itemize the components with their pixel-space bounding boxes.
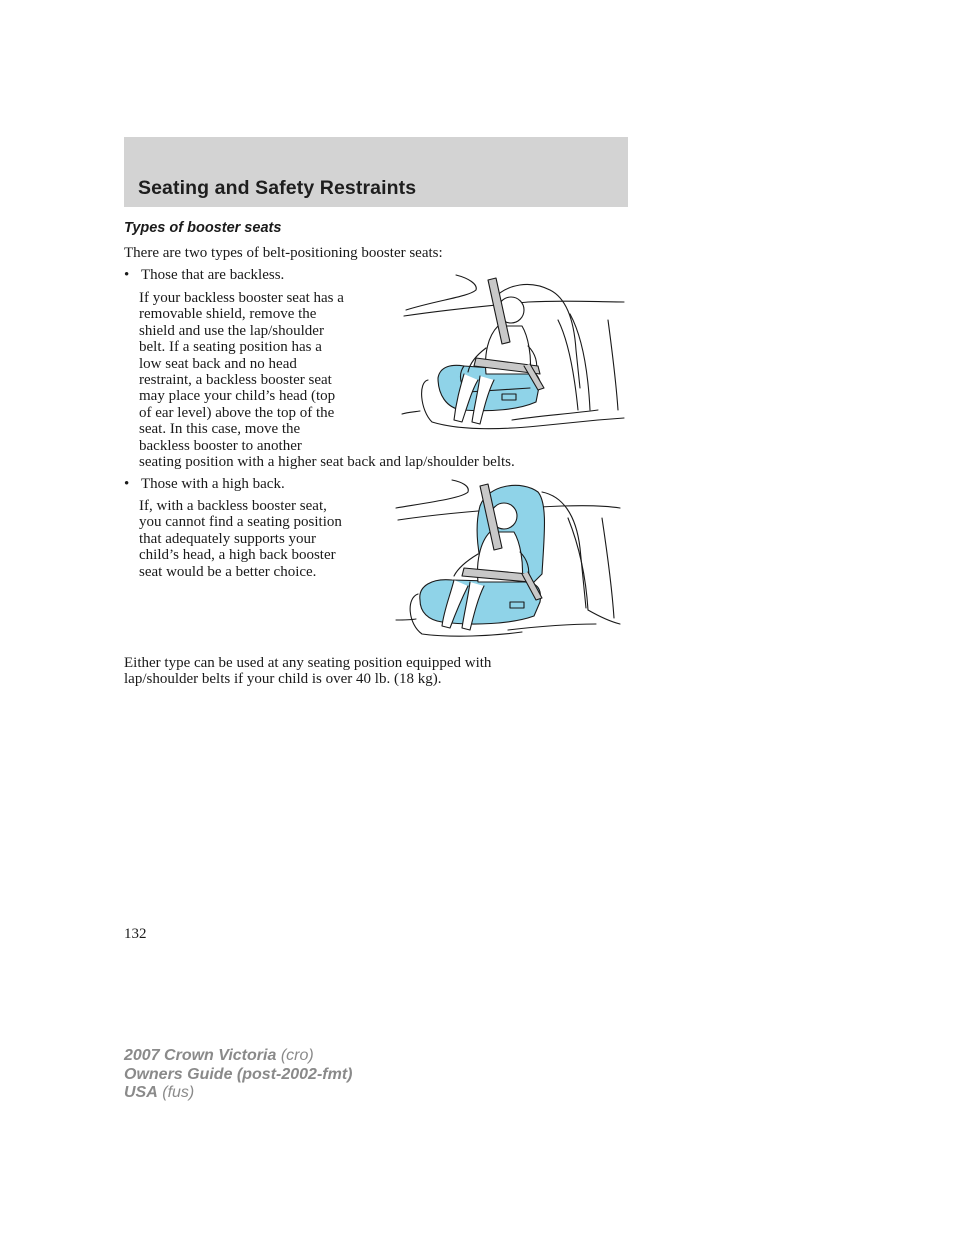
intro-paragraph: There are two types of belt-positioning booster seats: (124, 245, 443, 261)
high-back-line: that adequately supports your (139, 530, 317, 547)
footer-model: 2007 Crown Victoria (124, 1047, 277, 1064)
backless-line: seat. In this case, move the (139, 421, 301, 438)
bullet-dot: • (124, 267, 130, 283)
high-back-line: child’s head, a high back booster (139, 547, 336, 564)
high-back-booster-illustration (392, 478, 624, 640)
backless-line: of ear level) above the top of the (139, 404, 335, 421)
page-number: 132 (124, 926, 147, 942)
high-back-line: you cannot find a seating position (139, 514, 342, 531)
backless-line: low seat back and no head (139, 355, 297, 372)
high-back-line: seat would be a better choice. (139, 563, 317, 580)
document-footer (124, 1047, 352, 1103)
footer-market-code: (fus) (162, 1084, 195, 1101)
bullet-label: Those with a high back. (141, 476, 285, 492)
footer-guide: Owners Guide (post-2002-fmt) (124, 1065, 353, 1083)
backless-line: seating position with a higher seat back and lap/shoulder belts. (139, 454, 515, 470)
section-title: Seating and Safety Restraints (138, 177, 417, 199)
footer-line-1 (124, 1047, 352, 1066)
subsection-title: Types of booster seats (124, 220, 282, 236)
backless-line: If your backless booster seat has a (139, 290, 344, 306)
footer-market: USA (124, 1084, 158, 1101)
backless-booster-illustration (398, 270, 626, 432)
backless-line: restraint, a backless booster seat (139, 372, 332, 388)
bullet-dot: • (124, 476, 130, 492)
backless-line: shield and use the lap/shoulder (139, 322, 324, 339)
closing-line: lap/shoulder belts if your child is over 40 lb. (18 kg). (124, 671, 442, 688)
bullet-label: Those that are backless. (141, 267, 285, 283)
backless-line: belt. If a seating position has a (139, 339, 322, 356)
footer-model-code: (cro) (280, 1047, 314, 1064)
footer-line-2 (124, 1066, 352, 1085)
bullet-high-back (124, 476, 285, 492)
high-back-line: If, with a backless booster seat, (139, 498, 327, 514)
bullet-backless (124, 267, 284, 283)
backless-line: removable shield, remove the (139, 306, 317, 323)
backless-line: backless booster to another (139, 437, 302, 454)
section-header-band (124, 137, 628, 207)
backless-line: may place your child’s head (top (139, 388, 336, 405)
footer-line-3 (124, 1084, 352, 1103)
closing-line: Either type can be used at any seating position equipped with (124, 655, 492, 671)
